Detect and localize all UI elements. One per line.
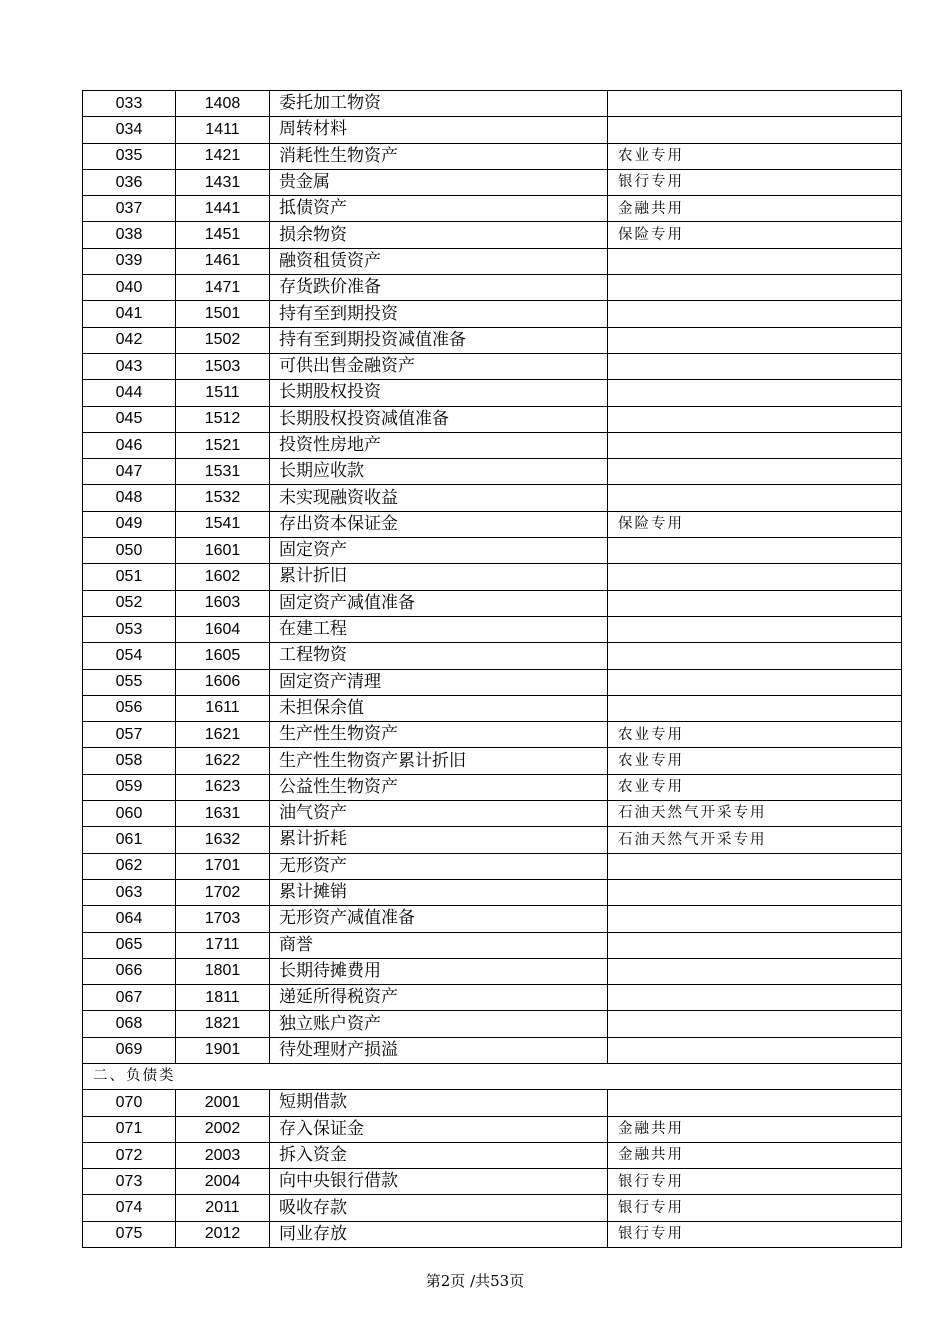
table-row xyxy=(83,275,902,301)
account-code-cell: 1703 xyxy=(176,906,270,932)
account-name-cell: 固定资产 xyxy=(270,538,608,564)
usage-note-cell: 石油天然气开采专用 xyxy=(608,801,902,827)
account-name-cell: 商誉 xyxy=(270,932,608,958)
account-name-cell: 工程物资 xyxy=(270,643,608,669)
usage-note-cell xyxy=(608,485,902,511)
usage-note-cell xyxy=(608,932,902,958)
account-name-cell: 长期应收款 xyxy=(270,459,608,485)
table-row xyxy=(83,616,902,642)
table-row xyxy=(83,459,902,485)
sequence-cell: 069 xyxy=(83,1037,176,1063)
usage-note-cell xyxy=(608,91,902,117)
table-row xyxy=(83,1169,902,1195)
section-header-row xyxy=(83,1063,902,1089)
sequence-cell: 065 xyxy=(83,932,176,958)
table-row xyxy=(83,327,902,353)
sequence-cell: 061 xyxy=(83,827,176,853)
account-code-cell: 1511 xyxy=(176,380,270,406)
usage-note-cell xyxy=(608,459,902,485)
sequence-cell: 044 xyxy=(83,380,176,406)
account-code-cell: 2001 xyxy=(176,1090,270,1116)
account-name-cell: 持有至到期投资减值准备 xyxy=(270,327,608,353)
table-row xyxy=(83,432,902,458)
usage-note-cell: 农业专用 xyxy=(608,143,902,169)
account-name-cell: 待处理财产损溢 xyxy=(270,1037,608,1063)
table-row xyxy=(83,879,902,905)
account-code-cell: 2004 xyxy=(176,1169,270,1195)
account-name-cell: 贵金属 xyxy=(270,169,608,195)
usage-note-cell: 银行专用 xyxy=(608,1169,902,1195)
account-code-cell: 1821 xyxy=(176,1011,270,1037)
account-name-cell: 投资性房地产 xyxy=(270,432,608,458)
usage-note-cell xyxy=(608,406,902,432)
usage-note-cell: 银行专用 xyxy=(608,1221,902,1247)
account-code-cell: 1601 xyxy=(176,538,270,564)
account-code-cell: 1611 xyxy=(176,695,270,721)
account-name-cell: 存出资本保证金 xyxy=(270,511,608,537)
account-code-cell: 1811 xyxy=(176,985,270,1011)
account-code-cell: 1702 xyxy=(176,879,270,905)
usage-note-cell xyxy=(608,275,902,301)
table-row xyxy=(83,827,902,853)
usage-note-cell: 石油天然气开采专用 xyxy=(608,827,902,853)
account-code-cell: 1801 xyxy=(176,958,270,984)
account-code-cell: 1512 xyxy=(176,406,270,432)
usage-note-cell xyxy=(608,853,902,879)
account-code-cell: 1901 xyxy=(176,1037,270,1063)
usage-note-cell xyxy=(608,117,902,143)
sequence-cell: 037 xyxy=(83,196,176,222)
usage-note-cell xyxy=(608,248,902,274)
sequence-cell: 075 xyxy=(83,1221,176,1247)
sequence-cell: 057 xyxy=(83,722,176,748)
sequence-cell: 039 xyxy=(83,248,176,274)
account-name-cell: 长期股权投资 xyxy=(270,380,608,406)
sequence-cell: 033 xyxy=(83,91,176,117)
account-code-cell: 1603 xyxy=(176,590,270,616)
account-code-cell: 2012 xyxy=(176,1221,270,1247)
sequence-cell: 049 xyxy=(83,511,176,537)
usage-note-cell: 保险专用 xyxy=(608,222,902,248)
account-code-cell: 1461 xyxy=(176,248,270,274)
usage-note-cell xyxy=(608,669,902,695)
account-name-cell: 累计折耗 xyxy=(270,827,608,853)
table-row xyxy=(83,695,902,721)
account-code-cell: 1623 xyxy=(176,774,270,800)
usage-note-cell: 农业专用 xyxy=(608,722,902,748)
page-number: 第2页 /共53页 xyxy=(425,1272,525,1290)
table-row xyxy=(83,590,902,616)
account-table-body xyxy=(83,91,902,1248)
usage-note-cell xyxy=(608,1090,902,1116)
sequence-cell: 052 xyxy=(83,590,176,616)
sequence-cell: 072 xyxy=(83,1142,176,1168)
sequence-cell: 053 xyxy=(83,616,176,642)
account-code-cell: 1451 xyxy=(176,222,270,248)
account-name-cell: 融资租赁资产 xyxy=(270,248,608,274)
table-row xyxy=(83,1221,902,1247)
account-code-cell: 1711 xyxy=(176,932,270,958)
account-name-cell: 短期借款 xyxy=(270,1090,608,1116)
account-name-cell: 累计摊销 xyxy=(270,879,608,905)
table-row xyxy=(83,117,902,143)
table-row xyxy=(83,485,902,511)
usage-note-cell xyxy=(608,538,902,564)
usage-note-cell: 银行专用 xyxy=(608,1195,902,1221)
usage-note-cell xyxy=(608,985,902,1011)
account-name-cell: 固定资产减值准备 xyxy=(270,590,608,616)
account-code-cell: 1411 xyxy=(176,117,270,143)
account-name-cell: 生产性生物资产 xyxy=(270,722,608,748)
account-code-cell: 1631 xyxy=(176,801,270,827)
usage-note-cell xyxy=(608,1011,902,1037)
sequence-cell: 073 xyxy=(83,1169,176,1195)
sequence-cell: 055 xyxy=(83,669,176,695)
usage-note-cell: 金融共用 xyxy=(608,196,902,222)
sequence-cell: 041 xyxy=(83,301,176,327)
account-name-cell: 存货跌价准备 xyxy=(270,275,608,301)
table-row xyxy=(83,1037,902,1063)
sequence-cell: 060 xyxy=(83,801,176,827)
sequence-cell: 047 xyxy=(83,459,176,485)
table-row xyxy=(83,564,902,590)
account-code-cell: 1621 xyxy=(176,722,270,748)
sequence-cell: 051 xyxy=(83,564,176,590)
table-row xyxy=(83,774,902,800)
usage-note-cell: 金融共用 xyxy=(608,1142,902,1168)
account-code-cell: 1532 xyxy=(176,485,270,511)
sequence-cell: 045 xyxy=(83,406,176,432)
account-code-cell: 1503 xyxy=(176,353,270,379)
account-name-cell: 长期待摊费用 xyxy=(270,958,608,984)
account-code-cell: 1541 xyxy=(176,511,270,537)
account-name-cell: 拆入资金 xyxy=(270,1142,608,1168)
account-code-cell: 1606 xyxy=(176,669,270,695)
sequence-cell: 058 xyxy=(83,748,176,774)
sequence-cell: 036 xyxy=(83,169,176,195)
table-row xyxy=(83,169,902,195)
table-row xyxy=(83,196,902,222)
account-code-cell: 1604 xyxy=(176,616,270,642)
account-name-cell: 存入保证金 xyxy=(270,1116,608,1142)
sequence-cell: 070 xyxy=(83,1090,176,1116)
usage-note-cell xyxy=(608,432,902,458)
table-row xyxy=(83,380,902,406)
sequence-cell: 074 xyxy=(83,1195,176,1221)
sequence-cell: 056 xyxy=(83,695,176,721)
table-row xyxy=(83,643,902,669)
table-row xyxy=(83,248,902,274)
account-name-cell: 周转材料 xyxy=(270,117,608,143)
table-row xyxy=(83,985,902,1011)
account-table xyxy=(82,90,902,1248)
account-code-cell: 2011 xyxy=(176,1195,270,1221)
table-row xyxy=(83,538,902,564)
account-code-cell: 1502 xyxy=(176,327,270,353)
usage-note-cell xyxy=(608,380,902,406)
table-row xyxy=(83,406,902,432)
usage-note-cell xyxy=(608,1037,902,1063)
account-name-cell: 可供出售金融资产 xyxy=(270,353,608,379)
sequence-cell: 034 xyxy=(83,117,176,143)
account-code-cell: 1471 xyxy=(176,275,270,301)
table-row xyxy=(83,801,902,827)
table-row xyxy=(83,958,902,984)
section-title: 二、负债类 xyxy=(83,1063,902,1089)
account-name-cell: 未担保余值 xyxy=(270,695,608,721)
account-code-cell: 1701 xyxy=(176,853,270,879)
table-row xyxy=(83,222,902,248)
account-name-cell: 持有至到期投资 xyxy=(270,301,608,327)
sequence-cell: 062 xyxy=(83,853,176,879)
table-row xyxy=(83,748,902,774)
sequence-cell: 048 xyxy=(83,485,176,511)
usage-note-cell: 银行专用 xyxy=(608,169,902,195)
usage-note-cell xyxy=(608,616,902,642)
table-row xyxy=(83,1142,902,1168)
sequence-cell: 068 xyxy=(83,1011,176,1037)
account-name-cell: 抵债资产 xyxy=(270,196,608,222)
account-name-cell: 委托加工物资 xyxy=(270,91,608,117)
table-row xyxy=(83,1011,902,1037)
account-code-cell: 1605 xyxy=(176,643,270,669)
table-row xyxy=(83,669,902,695)
account-name-cell: 公益性生物资产 xyxy=(270,774,608,800)
table-row xyxy=(83,301,902,327)
table-row xyxy=(83,932,902,958)
sequence-cell: 046 xyxy=(83,432,176,458)
usage-note-cell xyxy=(608,906,902,932)
table-row xyxy=(83,906,902,932)
account-code-cell: 2002 xyxy=(176,1116,270,1142)
sequence-cell: 043 xyxy=(83,353,176,379)
sequence-cell: 064 xyxy=(83,906,176,932)
account-code-cell: 1408 xyxy=(176,91,270,117)
usage-note-cell xyxy=(608,590,902,616)
account-code-cell: 1602 xyxy=(176,564,270,590)
usage-note-cell xyxy=(608,695,902,721)
sequence-cell: 063 xyxy=(83,879,176,905)
table-row xyxy=(83,1195,902,1221)
sequence-cell: 050 xyxy=(83,538,176,564)
table-row xyxy=(83,853,902,879)
account-name-cell: 长期股权投资减值准备 xyxy=(270,406,608,432)
account-code-cell: 1531 xyxy=(176,459,270,485)
sequence-cell: 042 xyxy=(83,327,176,353)
table-row xyxy=(83,143,902,169)
account-code-cell: 1431 xyxy=(176,169,270,195)
usage-note-cell xyxy=(608,958,902,984)
usage-note-cell xyxy=(608,564,902,590)
account-name-cell: 固定资产清理 xyxy=(270,669,608,695)
account-name-cell: 消耗性生物资产 xyxy=(270,143,608,169)
account-name-cell: 吸收存款 xyxy=(270,1195,608,1221)
sequence-cell: 059 xyxy=(83,774,176,800)
table-row xyxy=(83,1116,902,1142)
usage-note-cell xyxy=(608,301,902,327)
sequence-cell: 035 xyxy=(83,143,176,169)
account-name-cell: 损余物资 xyxy=(270,222,608,248)
account-name-cell: 油气资产 xyxy=(270,801,608,827)
usage-note-cell xyxy=(608,643,902,669)
usage-note-cell xyxy=(608,327,902,353)
account-code-cell: 1521 xyxy=(176,432,270,458)
usage-note-cell xyxy=(608,353,902,379)
usage-note-cell: 农业专用 xyxy=(608,748,902,774)
account-name-cell: 无形资产 xyxy=(270,853,608,879)
usage-note-cell: 金融共用 xyxy=(608,1116,902,1142)
account-name-cell: 在建工程 xyxy=(270,616,608,642)
usage-note-cell: 农业专用 xyxy=(608,774,902,800)
account-code-cell: 1632 xyxy=(176,827,270,853)
table-row xyxy=(83,1090,902,1116)
account-name-cell: 向中央银行借款 xyxy=(270,1169,608,1195)
table-row xyxy=(83,353,902,379)
account-code-cell: 1501 xyxy=(176,301,270,327)
account-name-cell: 同业存放 xyxy=(270,1221,608,1247)
sequence-cell: 038 xyxy=(83,222,176,248)
account-name-cell: 生产性生物资产累计折旧 xyxy=(270,748,608,774)
account-code-cell: 2003 xyxy=(176,1142,270,1168)
account-name-cell: 无形资产减值准备 xyxy=(270,906,608,932)
sequence-cell: 040 xyxy=(83,275,176,301)
sequence-cell: 067 xyxy=(83,985,176,1011)
sequence-cell: 054 xyxy=(83,643,176,669)
table-row xyxy=(83,91,902,117)
account-code-cell: 1622 xyxy=(176,748,270,774)
table-row xyxy=(83,722,902,748)
table-row xyxy=(83,511,902,537)
sequence-cell: 071 xyxy=(83,1116,176,1142)
usage-note-cell xyxy=(608,879,902,905)
usage-note-cell: 保险专用 xyxy=(608,511,902,537)
account-code-cell: 1421 xyxy=(176,143,270,169)
account-name-cell: 独立账户资产 xyxy=(270,1011,608,1037)
account-code-cell: 1441 xyxy=(176,196,270,222)
account-name-cell: 未实现融资收益 xyxy=(270,485,608,511)
sequence-cell: 066 xyxy=(83,958,176,984)
account-name-cell: 累计折旧 xyxy=(270,564,608,590)
account-name-cell: 递延所得税资产 xyxy=(270,985,608,1011)
